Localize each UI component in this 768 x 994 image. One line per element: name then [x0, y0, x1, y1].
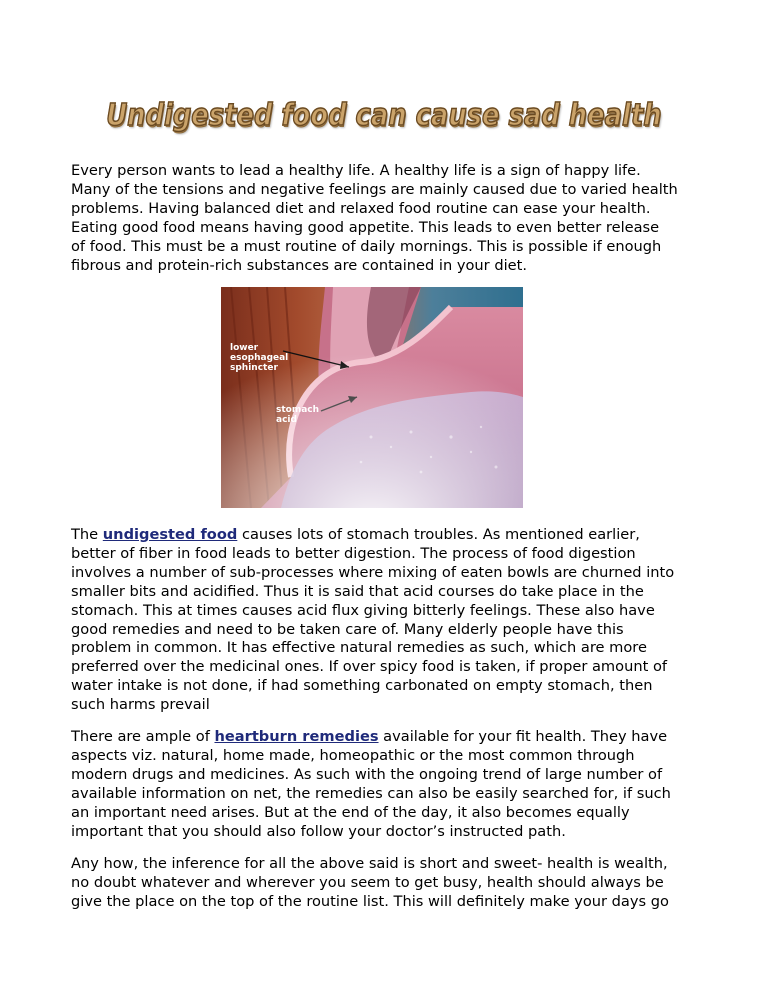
- text-line: Eating good food means having good appetite. This leads to even better release: [71, 218, 660, 236]
- label-stomach-acid: [276, 405, 319, 425]
- paragraph-conclusion: [71, 855, 711, 912]
- text-fragment: causes lots of stomach troubles. As mentioned earlier,: [237, 526, 640, 543]
- text-line: stomach. This at times causes acid flux giving bitterly feelings. These also have: [71, 601, 655, 619]
- text-line: fibrous and protein-rich substances are contained in your diet.: [71, 256, 527, 274]
- heartburn-remedies-link[interactable]: heartburn remedies: [214, 728, 379, 745]
- text-line: aspects viz. natural, home made, homeopathic or the most common through: [71, 746, 635, 764]
- text-line: an important need arises. But at the end of the day, it also becomes equally: [71, 803, 630, 821]
- label-line: esophageal: [230, 353, 289, 363]
- text-line: water intake is not done, if had something carbonated on empty stomach, then: [71, 677, 653, 695]
- paragraph-undigested-food: [71, 526, 711, 715]
- text-line: of food. This must be a must routine of daily mornings. This is possible if enough: [71, 237, 662, 255]
- text-line: smaller bits and acidified. Thus it is said that acid courses do take place in the: [71, 582, 644, 600]
- text-line: important that you should also follow your doctor’s instructed path.: [71, 822, 566, 840]
- text-line: modern drugs and medicines. As such with the ongoing trend of large number of: [71, 765, 663, 783]
- text-line: problems. Having balanced diet and relaxed food routine can ease your health.: [71, 199, 651, 217]
- label-line: stomach: [276, 405, 320, 415]
- undigested-food-link[interactable]: undigested food: [102, 526, 238, 543]
- text-line: Every person wants to lead a healthy life. A healthy life is a sign of happy life.: [71, 162, 641, 179]
- label-line: sphincter: [230, 363, 278, 373]
- text-line: such harms prevail: [71, 696, 210, 714]
- text-line: preferred over the medicinal ones. If over spicy food is taken, if proper amount of: [71, 658, 668, 676]
- text-fragment: The: [71, 526, 103, 543]
- text-line: [71, 728, 711, 747]
- text-line: Any how, the inference for all the above said is short and sweet- health is wealth,: [71, 855, 668, 872]
- paragraph-heartburn-remedies: [71, 728, 711, 841]
- page-title-text: Undigested food can cause sad health: [106, 96, 661, 136]
- stomach-illustration: [221, 287, 523, 508]
- text-fragment: There are ample of: [71, 728, 215, 745]
- stomach-diagram-graphic: [221, 287, 523, 508]
- text-line: [71, 526, 711, 545]
- paragraph-intro: [71, 162, 711, 275]
- label-lower-esophageal-sphincter: [230, 343, 288, 373]
- text-line: available information on net, the remedies can also be easily searched for, if such: [71, 784, 671, 802]
- text-fragment: available for your fit health. They have: [378, 728, 668, 745]
- page-title: [0, 96, 768, 136]
- text-line: no doubt whatever and wherever you seem to get busy, health should always be: [71, 873, 664, 891]
- text-line: Many of the tensions and negative feelings are mainly caused due to varied health: [71, 180, 678, 198]
- label-line: lower: [230, 343, 259, 353]
- label-line: acid: [276, 415, 297, 425]
- text-line: problem in common. It has effective natural remedies as such, which are more: [71, 639, 647, 657]
- text-line: good remedies and need to be taken care of. Many elderly people have this: [71, 620, 624, 638]
- text-line: give the place on the top of the routine list. This will definitely make your days go: [71, 892, 669, 910]
- text-line: better of fiber in food leads to better digestion. The process of food digestion: [71, 544, 636, 562]
- text-line: involves a number of sub-processes where mixing of eaten bowls are churned into: [71, 563, 675, 581]
